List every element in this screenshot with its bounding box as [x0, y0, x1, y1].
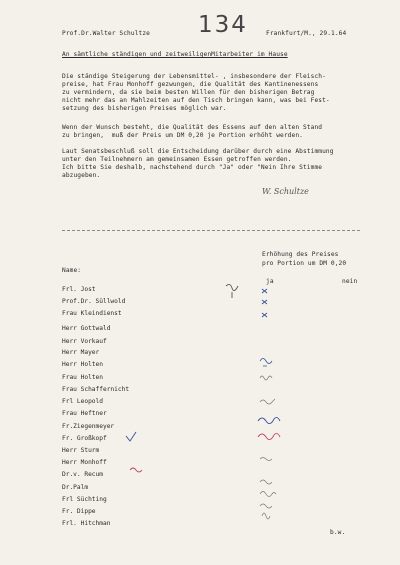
turn-over-note: b.w.: [330, 529, 346, 536]
subject-line: An sämtliche ständigen und zeitweiligenMitarbeiter im Hause: [62, 51, 288, 58]
vote-column-header-line2: pro Portion um DM 0,20: [262, 260, 347, 267]
pencil-mark: [260, 376, 272, 380]
pencil-mark: [260, 399, 275, 404]
pencil-mark: [262, 513, 270, 519]
list-item: Frl Süchting: [62, 496, 107, 503]
scribble-mark: [260, 359, 272, 367]
paragraph-line: unter den Teilnehmern am gemeinsamen Essen getroffen werden.: [62, 156, 292, 163]
list-item: Fr.Ziegenmeyer: [62, 423, 115, 430]
paragraph-line: preise, hat Frau Monhoff gezwungen, die Qualität des Kantinenessens: [62, 81, 319, 88]
check-mark: [126, 432, 136, 441]
list-item: Herr Vorkauf: [62, 338, 107, 345]
paragraph-line: zu vermindern, da sie beim besten Willen für den bisherigen Betrag: [62, 89, 315, 96]
list-item: Herr Sturm: [62, 447, 100, 454]
list-item: Herr Mayer: [62, 349, 100, 356]
x-mark: [262, 313, 267, 317]
list-item: Herr Holten: [62, 361, 103, 368]
pencil-mark: [260, 504, 272, 508]
vote-column-header-line1: Erhöhung des Preises: [262, 251, 339, 258]
list-item: Fr. Dippe: [62, 508, 96, 515]
red-scribble-mark: [258, 433, 280, 439]
paragraph-line: Ich bitte Sie deshalb, nachstehend durch "Ja" oder "Nein Ihre Stimme: [62, 164, 323, 171]
paragraph-line: abzugeben.: [62, 172, 101, 179]
place-date: Frankfurt/M., 29.1.64: [266, 30, 347, 37]
list-item: Herr Gottwald: [62, 325, 111, 332]
list-item: Frau Kleindienst: [62, 310, 122, 317]
list-item: Frau Schaffernicht: [62, 386, 130, 393]
handwritten-number: 134: [198, 12, 248, 38]
list-item: Frl. Hitchman: [62, 520, 111, 527]
initials-mark: [226, 284, 238, 298]
name-column-header: Name:: [62, 267, 82, 274]
paragraph-line: Laut Senatsbeschluß soll die Entscheidung darüber durch eine Abstimmung: [62, 148, 334, 155]
sender-name: Prof.Dr.Walter Schultze: [62, 30, 150, 37]
list-item: Frl. Jost: [62, 286, 96, 293]
pencil-mark: [260, 492, 276, 497]
list-item: Frl Leopold: [62, 398, 103, 405]
ja-column-label: ja: [266, 278, 274, 285]
paragraph-line: nicht mehr das an Mahlzeiten auf den Tisch bringen kann, was bei Fest-: [62, 97, 330, 104]
x-mark: [262, 300, 267, 304]
paragraph-line: Wenn der Wunsch besteht, die Qualität des Essens auf den alten Stand: [62, 124, 323, 131]
paragraph-line: zu bringen, muß der Preis um DM 0,20 je Portion erhöht werden.: [62, 132, 303, 139]
list-item: Frau Heftner: [62, 410, 107, 417]
list-item: Herr Monhoff: [62, 459, 107, 466]
list-item: Frau Holten: [62, 374, 103, 381]
list-item: Fr. Großkopf: [62, 435, 107, 442]
pencil-mark: [260, 458, 272, 461]
paragraph-line: setzung des bisherigen Preises möglich war.: [62, 105, 227, 112]
list-item: Prof.Dr. Süllwold: [62, 298, 126, 305]
nein-column-label: nein: [342, 278, 358, 285]
paragraph-line: Die ständige Steigerung der Lebensmittel- , insbesondere der Fleisch-: [62, 73, 326, 80]
list-item: Dr.Palm: [62, 484, 89, 491]
x-mark: [262, 289, 267, 293]
signature: W. Schultze: [262, 187, 309, 196]
red-scribble-mark: [130, 468, 142, 472]
list-item: Dr.v. Recum: [62, 471, 103, 478]
scribble-mark: [258, 417, 280, 423]
pencil-mark: [260, 480, 272, 484]
